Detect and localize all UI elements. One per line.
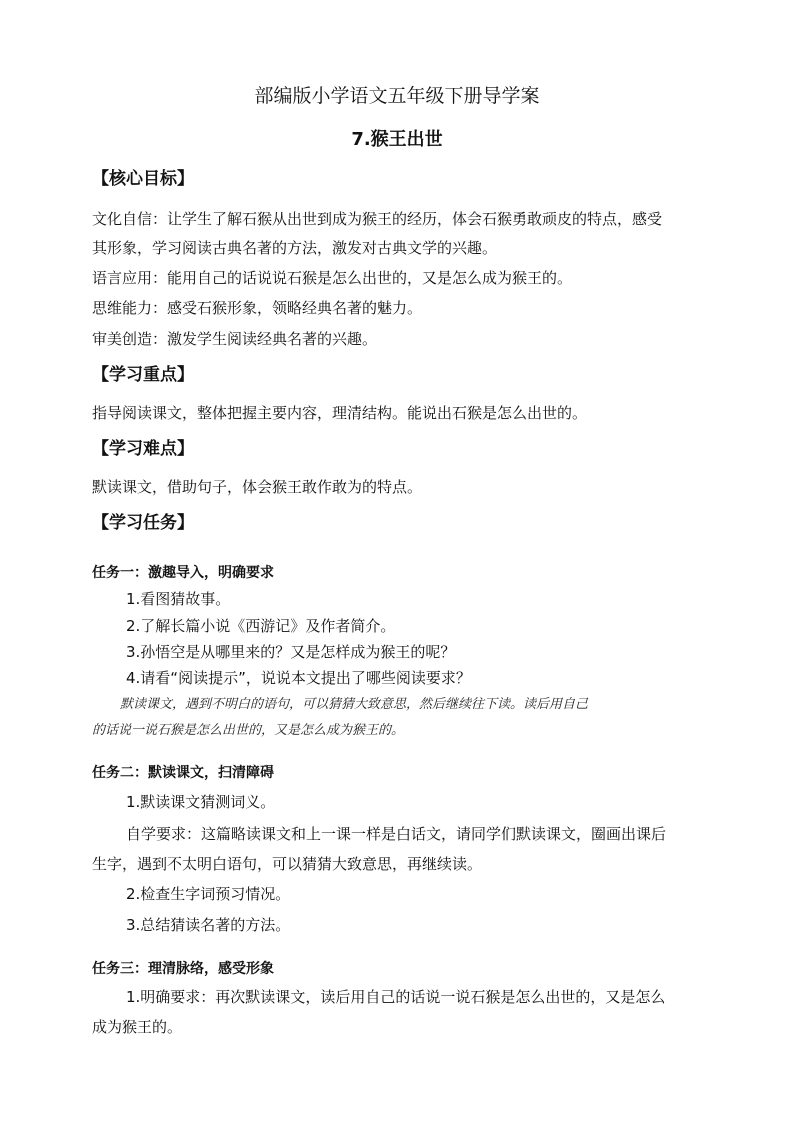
key-point-line: 指导阅读课文，整体把握主要内容，理清结构。能说出石猴是怎么出世的。 [92,404,588,422]
task1-item: 1.看图猜故事。 [126,590,231,608]
task2-item: 生字，遇到不太明白语句，可以猜猜大致意思，再继续读。 [92,855,483,873]
lesson-title: 7.猴王出世 [351,129,443,150]
task3-item: 1.明确要求：再次默读课文，读后用自己的话说一说石猴是怎么出世的，又是怎么 [126,988,666,1006]
reading-tip-note: 默读课文，遇到不明白的语句，可以猜猜大致意思，然后继续往下读。读后用自己 [120,697,589,712]
heading-tasks: 【学习任务】 [92,513,194,533]
task3-title: 任务三：理清脉络，感受形象 [92,961,274,977]
core-goal-line: 其形象，学习阅读古典名著的方法，激发对古典文学的兴趣。 [92,239,498,257]
task1-item: 4.请看“阅读提示”，说说本文提出了哪些阅读要求？ [126,669,471,687]
task2-title: 任务二：默读课文，扫清障碍 [92,765,274,781]
task2-item: 1.默读课文猜测词义。 [126,793,276,811]
task1-title: 任务一：激趣导入，明确要求 [92,565,274,581]
difficulty-line: 默读课文，借助句子，体会猴王敢作敢为的特点。 [92,478,423,496]
task2-item: 自学要求：这篇略读课文和上一课一样是白话文，请同学们默读课文，圈画出课后 [126,825,667,843]
core-goal-line: 语言应用：能用自己的话说说石猴是怎么出世的，又是怎么成为猴王的。 [92,269,573,287]
core-goal-line: 文化自信：让学生了解石猴从出世到成为猴王的经历，体会石猴勇敢顽皮的特点，感受 [92,210,663,228]
task1-item: 2.了解长篇小说《西游记》及作者简介。 [126,617,396,635]
task3-item: 成为猴王的。 [92,1018,183,1036]
document-title: 部编版小学语文五年级下册导学案 [254,85,540,107]
heading-difficulties: 【学习难点】 [92,439,194,459]
core-goal-line: 审美创造：激发学生阅读经典名著的兴趣。 [92,330,378,348]
task1-item: 3.孙悟空是从哪里来的？又是怎样成为猴王的呢？ [126,643,456,661]
core-goal-line: 思维能力：感受石猴形象，领略经典名著的魅力。 [92,299,423,317]
heading-key-points: 【学习重点】 [92,365,194,385]
task2-item: 3.总结猜读名著的方法。 [126,916,291,934]
heading-core-goals: 【核心目标】 [92,169,194,189]
reading-tip-note: 的话说一说石猴是怎么出世的，又是怎么成为猴王的。 [92,723,405,738]
task2-item: 2.检查生字词预习情况。 [126,885,291,903]
